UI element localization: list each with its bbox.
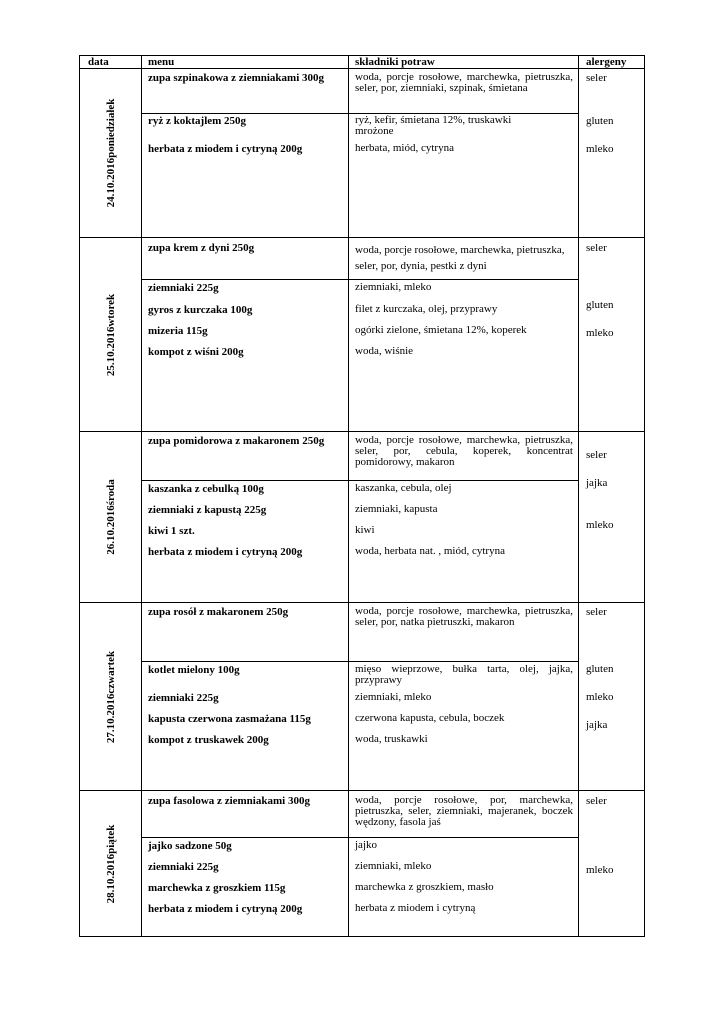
dish: ziemniaki 225g <box>148 861 219 873</box>
allergen: jajka <box>586 719 608 731</box>
ingredients: ziemniaki, mleko <box>355 860 432 872</box>
ingredients: woda, herbata nat. , miód, cytryna <box>355 545 505 557</box>
dish: herbata z miodem i cytryną 200g <box>148 546 303 558</box>
soup-divider <box>141 661 578 662</box>
ingredients: woda, porcje rosołowe, marchewka, pietruszka, seler, por, natka pietruszki, makaron <box>355 605 573 628</box>
soup-divider <box>141 480 578 481</box>
ingredients: ziemniaki, mleko <box>355 281 432 293</box>
ingredients: filet z kurczaka, olej, przyprawy <box>355 303 498 315</box>
allergen: seler <box>586 72 607 84</box>
ingredients: ryż, kefir, śmietana 12%, truskawki mrożone <box>355 114 512 137</box>
dish: ziemniaki 225g <box>148 692 219 704</box>
dish: ziemniaki z kapustą 225g <box>148 504 267 516</box>
dish: herbata z miodem i cytryną 200g <box>148 143 303 155</box>
dish: zupa szpinakowa z ziemniakami 300g <box>148 72 325 84</box>
column-divider <box>578 56 579 936</box>
day-date: 27.10.2016czwartek <box>104 650 117 743</box>
day-divider <box>80 237 644 238</box>
allergen: gluten <box>586 299 614 311</box>
allergen: mleko <box>586 864 614 876</box>
dish: kotlet mielony 100g <box>148 664 240 676</box>
ingredients: woda, porcje rosołowe, marchewka, pietruszka, seler, por, ziemniaki, szpinak, śmietana <box>355 71 573 94</box>
allergen: seler <box>586 449 607 461</box>
day-divider <box>80 790 644 791</box>
day-date: 25.10.2016wtorek <box>104 293 117 376</box>
menu-table <box>79 55 645 937</box>
dish: zupa pomidorowa z makaronem 250g <box>148 435 325 447</box>
dish: zupa krem z dyni 250g <box>148 242 255 254</box>
allergen: mleko <box>586 691 614 703</box>
ingredients: woda, porcje rosołowe, por, marchewka, pietruszka, seler, ziemniaki, majeranek, boczek wędzony, fasola jaś <box>355 794 573 828</box>
dish: herbata z miodem i cytryną 200g <box>148 903 303 915</box>
dish: kaszanka z cebulką 100g <box>148 483 264 495</box>
allergen: gluten <box>586 115 614 127</box>
soup-divider <box>141 837 578 838</box>
dish: kapusta czerwona zasmażana 115g <box>148 713 311 725</box>
header-date: data <box>88 56 109 68</box>
day-divider <box>80 431 644 432</box>
day-date-cell <box>80 791 141 937</box>
ingredients: woda, porcje rosołowe, marchewka, pietruszka, seler, por, dynia, pestki z dyni <box>355 244 565 272</box>
allergen: mleko <box>586 143 614 155</box>
column-divider <box>141 56 142 936</box>
dish: kompot z wiśni 200g <box>148 346 244 358</box>
dish: gyros z kurczaka 100g <box>148 304 253 316</box>
ingredients: herbata, miód, cytryna <box>355 142 454 154</box>
dish: kiwi 1 szt. <box>148 525 195 537</box>
ingredients: kaszanka, cebula, olej <box>355 482 452 494</box>
day-date-cell <box>80 238 141 431</box>
day-date: 28.10.2016piątek <box>104 824 117 904</box>
day-date-cell <box>80 432 141 602</box>
allergen: seler <box>586 242 607 254</box>
day-divider <box>80 602 644 603</box>
dish: ziemniaki 225g <box>148 282 219 294</box>
header-ingredients: składniki potraw <box>355 56 435 68</box>
allergen: gluten <box>586 663 614 675</box>
ingredients: ziemniaki, kapusta <box>355 503 438 515</box>
ingredients: jajko <box>355 839 377 851</box>
header-menu: menu <box>148 56 175 68</box>
day-date: 26.10.2016środa <box>104 479 117 555</box>
day-date: 24.10.2016poniedziałek <box>104 98 117 208</box>
ingredients: marchewka z groszkiem, masło <box>355 881 494 893</box>
day-date-cell <box>80 603 141 790</box>
ingredients: ziemniaki, mleko <box>355 691 432 703</box>
soup-divider <box>141 279 578 280</box>
dish: jajko sadzone 50g <box>148 840 232 852</box>
ingredients: mięso wieprzowe, bułka tarta, olej, jajka, przyprawy <box>355 663 573 686</box>
allergen: mleko <box>586 519 614 531</box>
ingredients: czerwona kapusta, cebula, boczek <box>355 712 505 724</box>
dish: zupa fasolowa z ziemniakami 300g <box>148 795 310 807</box>
allergen: jajka <box>586 477 608 489</box>
allergen: seler <box>586 606 607 618</box>
ingredients: kiwi <box>355 524 375 536</box>
day-date-cell <box>80 69 141 237</box>
allergen: mleko <box>586 327 614 339</box>
ingredients: ogórki zielone, śmietana 12%, koperek <box>355 324 527 336</box>
header-divider <box>80 68 644 69</box>
ingredients: woda, truskawki <box>355 733 428 745</box>
header-allergens: alergeny <box>586 56 627 68</box>
ingredients: herbata z miodem i cytryną <box>355 902 476 914</box>
ingredients: woda, porcje rosołowe, marchewka, pietruszka, seler, por, cebula, koperek, koncentrat pomidorowy, makaron <box>355 434 573 468</box>
dish: marchewka z groszkiem 115g <box>148 882 286 894</box>
dish: zupa rosół z makaronem 250g <box>148 606 289 618</box>
dish: ryż z koktajlem 250g <box>148 115 247 127</box>
dish: mizeria 115g <box>148 325 208 337</box>
ingredients: woda, wiśnie <box>355 345 414 357</box>
dish: kompot z truskawek 200g <box>148 734 269 746</box>
allergen: seler <box>586 795 607 807</box>
